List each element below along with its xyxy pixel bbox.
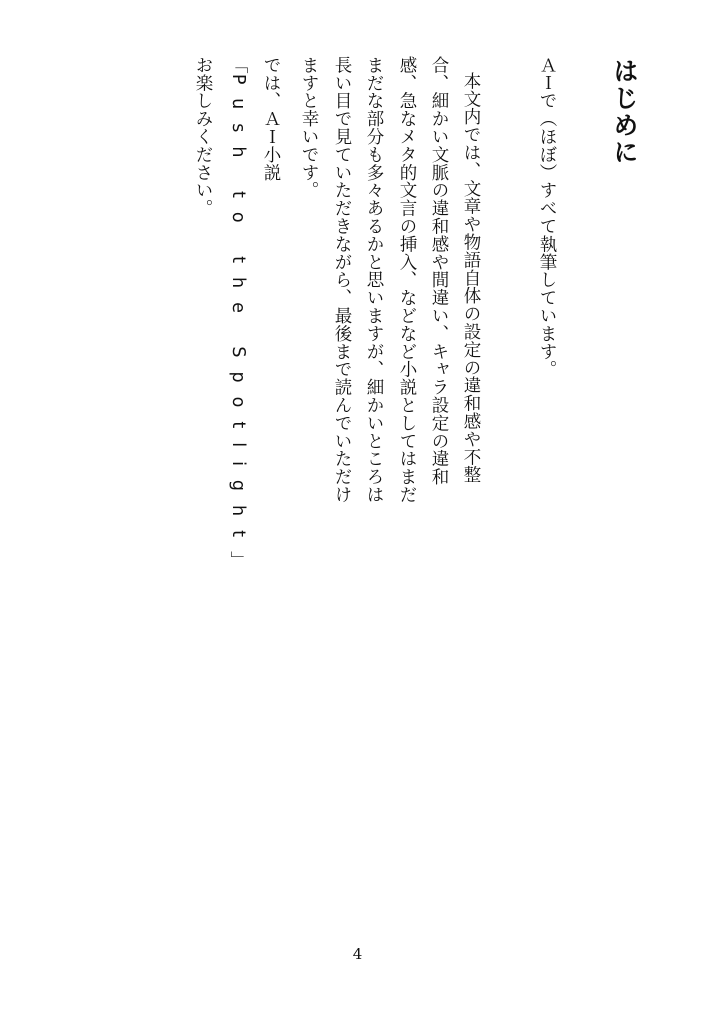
body-line-5: 長い目で見ていただきながら、最後まで読んでいただけ (332, 56, 352, 504)
page-title: はじめに (610, 58, 639, 166)
body-line-6: ますと幸いです。 (299, 56, 319, 200)
page-number: 4 (352, 945, 363, 963)
body-line-2: 合、細かい文脈の違和感や間違い、キャラ設定の違和 (429, 56, 449, 486)
closing-line-enjoy: お楽しみください。 (193, 56, 213, 218)
novel-title-line (229, 56, 247, 569)
novel-title: Push to the Spotlight (228, 73, 248, 551)
body-line-3: 感、急なメタ的文言の挿入、などなど小説としてはまだ (397, 56, 417, 504)
closing-line-ai-novel: では、ＡＩ小説 (261, 56, 281, 182)
title-open-bracket: 「 (228, 56, 248, 74)
intro-line-ai: ＡＩで（ほぼ）すべて執筆しています。 (537, 56, 557, 379)
body-line-1: 本文内では、文章や物語自体の設定の違和感や不整 (461, 72, 481, 484)
body-line-4: まだな部分も多々あるかと思いますが、細かいところは (364, 56, 384, 504)
title-close-bracket: 」 (228, 551, 248, 569)
